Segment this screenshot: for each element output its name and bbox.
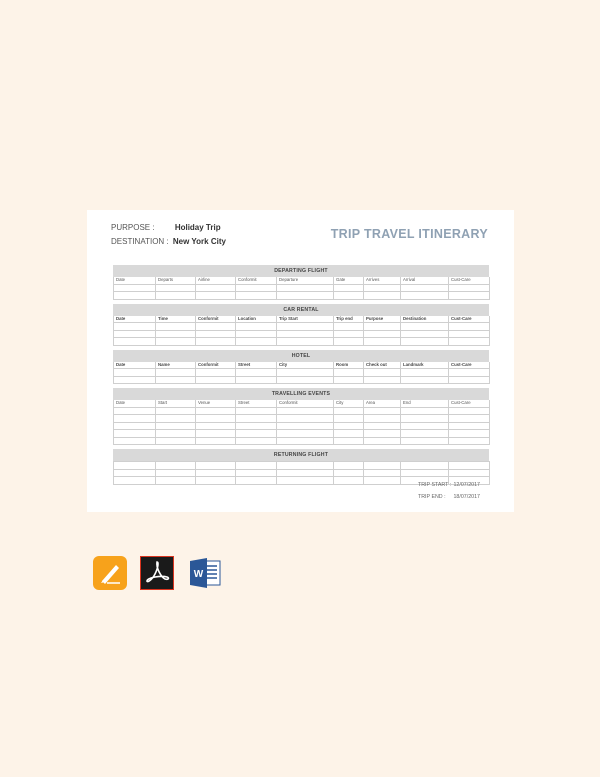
table-row <box>114 330 490 338</box>
table-cell[interactable] <box>401 323 449 331</box>
column-header: Departs <box>156 277 196 284</box>
table-cell[interactable] <box>236 415 277 423</box>
table-cell[interactable] <box>156 369 196 377</box>
table-cell[interactable] <box>277 415 334 423</box>
table-cell[interactable] <box>401 284 449 292</box>
table-row <box>114 415 490 423</box>
column-header: Arrives <box>364 277 401 284</box>
section-header: CAR RENTAL <box>113 304 489 316</box>
column-header: Street <box>236 400 277 407</box>
column-header: Date <box>114 362 156 369</box>
table-cell[interactable] <box>114 323 156 331</box>
column-header: Conformit <box>236 277 277 284</box>
table-cell[interactable] <box>114 284 156 292</box>
column-header: Trip end <box>334 316 364 323</box>
table-cell[interactable] <box>196 477 236 485</box>
table-cell[interactable] <box>449 376 490 384</box>
column-header: Name <box>156 362 196 369</box>
table-cell[interactable] <box>277 462 334 470</box>
header-row <box>114 362 490 369</box>
table-cell[interactable] <box>236 369 277 377</box>
table-cell[interactable] <box>364 292 401 300</box>
table-cell[interactable] <box>196 407 236 415</box>
table-cell[interactable] <box>401 469 449 477</box>
table-cell[interactable] <box>334 376 364 384</box>
table-cell[interactable] <box>156 323 196 331</box>
table-cell[interactable] <box>236 323 277 331</box>
table-cell[interactable] <box>196 323 236 331</box>
table-cell[interactable] <box>401 430 449 438</box>
table-cell[interactable] <box>334 415 364 423</box>
table-cell[interactable] <box>236 284 277 292</box>
destination-value: New York City <box>172 237 226 246</box>
column-header: City <box>277 362 334 369</box>
column-header: Conformit <box>196 362 236 369</box>
column-header: Landmark <box>401 362 449 369</box>
table-row <box>114 430 490 438</box>
table-cell[interactable] <box>401 292 449 300</box>
table-cell[interactable] <box>364 376 401 384</box>
table-cell[interactable] <box>156 292 196 300</box>
table-cell[interactable] <box>156 376 196 384</box>
table-cell[interactable] <box>277 469 334 477</box>
table-cell[interactable] <box>236 422 277 430</box>
column-header: Room <box>334 362 364 369</box>
table-cell[interactable] <box>334 338 364 346</box>
table-cell[interactable] <box>236 469 277 477</box>
table-cell[interactable] <box>277 422 334 430</box>
table-cell[interactable] <box>114 376 156 384</box>
table-cell[interactable] <box>364 422 401 430</box>
table-cell[interactable] <box>334 430 364 438</box>
table-cell[interactable] <box>449 323 490 331</box>
trip-start-label: TRIP START : <box>418 482 452 488</box>
table-cell[interactable] <box>156 330 196 338</box>
table-cell[interactable] <box>114 415 156 423</box>
table-cell[interactable] <box>364 462 401 470</box>
table-cell[interactable] <box>449 422 490 430</box>
column-header: Destination <box>401 316 449 323</box>
table-row <box>114 292 490 300</box>
table-row <box>114 462 490 470</box>
table-cell[interactable] <box>449 292 490 300</box>
table-cell[interactable] <box>364 477 401 485</box>
table-cell[interactable] <box>449 415 490 423</box>
table-cell[interactable] <box>236 477 277 485</box>
table-cell[interactable] <box>364 369 401 377</box>
purpose-label: PURPOSE : <box>111 223 155 232</box>
table-row <box>114 422 490 430</box>
table-row <box>114 407 490 415</box>
section-table <box>113 316 490 346</box>
table-row <box>114 376 490 384</box>
column-header: Departure <box>277 277 334 284</box>
column-header: Time <box>156 316 196 323</box>
table-cell[interactable] <box>364 415 401 423</box>
column-header: Conformit <box>277 400 334 407</box>
table-cell[interactable] <box>277 376 334 384</box>
header-row <box>114 400 490 407</box>
table-cell[interactable] <box>277 284 334 292</box>
table-cell[interactable] <box>236 437 277 445</box>
trip-end-value: 18/07/2017 <box>453 494 480 500</box>
table-cell[interactable] <box>236 292 277 300</box>
table-cell[interactable] <box>156 477 196 485</box>
table-cell[interactable] <box>277 338 334 346</box>
table-cell[interactable] <box>364 430 401 438</box>
document-title: TRIP TRAVEL ITINERARY <box>330 227 488 241</box>
table-cell[interactable] <box>196 330 236 338</box>
table-cell[interactable] <box>334 437 364 445</box>
table-cell[interactable] <box>334 469 364 477</box>
table-cell[interactable] <box>236 430 277 438</box>
column-header: Airline <box>196 277 236 284</box>
section-hotel <box>113 350 489 389</box>
table-cell[interactable] <box>277 323 334 331</box>
column-header: Check out <box>364 362 401 369</box>
itinerary-tables <box>113 265 489 485</box>
table-cell[interactable] <box>156 407 196 415</box>
table-row <box>114 369 490 377</box>
column-header: Venue <box>196 400 236 407</box>
section-header: DEPARTING FLIGHT <box>113 265 489 277</box>
table-cell[interactable] <box>114 430 156 438</box>
table-cell[interactable] <box>277 477 334 485</box>
table-cell[interactable] <box>236 462 277 470</box>
table-cell[interactable] <box>364 437 401 445</box>
table-cell[interactable] <box>196 338 236 346</box>
table-cell[interactable] <box>364 284 401 292</box>
header-row <box>114 277 490 284</box>
column-header: End <box>401 400 449 407</box>
table-cell[interactable] <box>236 376 277 384</box>
table-cell[interactable] <box>334 462 364 470</box>
column-header: Cust-Care <box>449 277 490 284</box>
header-row <box>114 316 490 323</box>
table-cell[interactable] <box>277 407 334 415</box>
table-cell[interactable] <box>196 469 236 477</box>
column-header: Date <box>114 316 156 323</box>
itinerary-document <box>87 210 514 512</box>
column-header: Location <box>236 316 277 323</box>
table-cell[interactable] <box>277 437 334 445</box>
table-cell[interactable] <box>114 422 156 430</box>
pdf-icon[interactable] <box>140 556 174 590</box>
table-cell[interactable] <box>364 407 401 415</box>
svg-text:W: W <box>193 569 204 580</box>
table-row <box>114 469 490 477</box>
table-cell[interactable] <box>334 323 364 331</box>
section-departing-flight <box>113 265 489 304</box>
table-cell[interactable] <box>277 430 334 438</box>
table-cell[interactable] <box>364 469 401 477</box>
table-cell[interactable] <box>156 415 196 423</box>
table-cell[interactable] <box>401 407 449 415</box>
table-cell[interactable] <box>156 469 196 477</box>
trip-end <box>418 494 480 500</box>
section-travelling-events <box>113 388 489 449</box>
table-row <box>114 437 490 445</box>
column-header: Cust-Care <box>449 362 490 369</box>
table-cell[interactable] <box>114 338 156 346</box>
table-cell[interactable] <box>401 437 449 445</box>
column-header: Gate <box>334 277 364 284</box>
column-header: Conformit <box>196 316 236 323</box>
column-header: Street <box>236 362 277 369</box>
purpose-value: Holiday Trip <box>174 223 221 232</box>
table-cell[interactable] <box>401 376 449 384</box>
column-header: Cust-Care <box>449 400 490 407</box>
table-cell[interactable] <box>114 407 156 415</box>
column-header: Trip Start <box>277 316 334 323</box>
table-cell[interactable] <box>364 338 401 346</box>
table-cell[interactable] <box>449 338 490 346</box>
trip-start-value: 12/07/2017 <box>453 482 480 488</box>
table-cell[interactable] <box>334 292 364 300</box>
table-cell[interactable] <box>401 330 449 338</box>
section-table <box>113 400 490 445</box>
section-table <box>113 362 490 385</box>
table-cell[interactable] <box>277 369 334 377</box>
table-cell[interactable] <box>196 369 236 377</box>
column-header: Date <box>114 400 156 407</box>
table-cell[interactable] <box>401 369 449 377</box>
pages-icon[interactable] <box>93 556 127 590</box>
table-cell[interactable] <box>196 376 236 384</box>
table-cell[interactable] <box>114 437 156 445</box>
table-cell[interactable] <box>449 469 490 477</box>
table-cell[interactable] <box>277 292 334 300</box>
destination-line <box>111 237 226 246</box>
table-row <box>114 284 490 292</box>
table-cell[interactable] <box>156 422 196 430</box>
table-cell[interactable] <box>196 430 236 438</box>
table-cell[interactable] <box>334 407 364 415</box>
table-cell[interactable] <box>196 462 236 470</box>
table-cell[interactable] <box>196 415 236 423</box>
table-cell[interactable] <box>449 330 490 338</box>
section-header: TRAVELLING EVENTS <box>113 388 489 400</box>
table-cell[interactable] <box>401 338 449 346</box>
column-header: Date <box>114 277 156 284</box>
table-cell[interactable] <box>401 422 449 430</box>
table-cell[interactable] <box>449 369 490 377</box>
table-cell[interactable] <box>114 477 156 485</box>
table-cell[interactable] <box>277 330 334 338</box>
table-cell[interactable] <box>114 369 156 377</box>
table-cell[interactable] <box>334 284 364 292</box>
section-header: RETURNING FLIGHT <box>113 449 489 461</box>
word-icon[interactable] <box>188 556 222 590</box>
table-cell[interactable] <box>156 338 196 346</box>
table-cell[interactable] <box>196 284 236 292</box>
table-cell[interactable] <box>196 437 236 445</box>
table-row <box>114 338 490 346</box>
section-returning-flight <box>113 449 489 485</box>
table-cell[interactable] <box>114 462 156 470</box>
trip-end-label: TRIP END : <box>418 494 446 500</box>
table-cell[interactable] <box>156 437 196 445</box>
section-table <box>113 277 490 300</box>
table-cell[interactable] <box>156 284 196 292</box>
table-row <box>114 323 490 331</box>
column-header: Cust-Care <box>449 316 490 323</box>
column-header: Arrival <box>401 277 449 284</box>
section-table <box>113 461 490 485</box>
table-cell[interactable] <box>334 477 364 485</box>
table-cell[interactable] <box>114 469 156 477</box>
table-cell[interactable] <box>364 323 401 331</box>
destination-label: DESTINATION : <box>111 237 169 246</box>
table-cell[interactable] <box>196 422 236 430</box>
trip-start <box>418 482 480 488</box>
column-header: Area <box>364 400 401 407</box>
purpose-line <box>111 223 221 232</box>
column-header: Purpose <box>364 316 401 323</box>
column-header: Start <box>156 400 196 407</box>
table-cell[interactable] <box>449 284 490 292</box>
table-cell[interactable] <box>156 430 196 438</box>
table-cell[interactable] <box>114 292 156 300</box>
table-cell[interactable] <box>449 462 490 470</box>
table-cell[interactable] <box>236 330 277 338</box>
table-cell[interactable] <box>449 430 490 438</box>
table-cell[interactable] <box>449 407 490 415</box>
table-cell[interactable] <box>334 369 364 377</box>
table-cell[interactable] <box>401 462 449 470</box>
table-cell[interactable] <box>114 330 156 338</box>
table-cell[interactable] <box>236 338 277 346</box>
table-cell[interactable] <box>156 462 196 470</box>
table-cell[interactable] <box>236 407 277 415</box>
section-car-rental <box>113 304 489 350</box>
column-header: City <box>334 400 364 407</box>
table-cell[interactable] <box>196 292 236 300</box>
table-cell[interactable] <box>401 415 449 423</box>
table-cell[interactable] <box>334 330 364 338</box>
table-cell[interactable] <box>449 437 490 445</box>
table-cell[interactable] <box>364 330 401 338</box>
table-cell[interactable] <box>334 422 364 430</box>
section-header: HOTEL <box>113 350 489 362</box>
